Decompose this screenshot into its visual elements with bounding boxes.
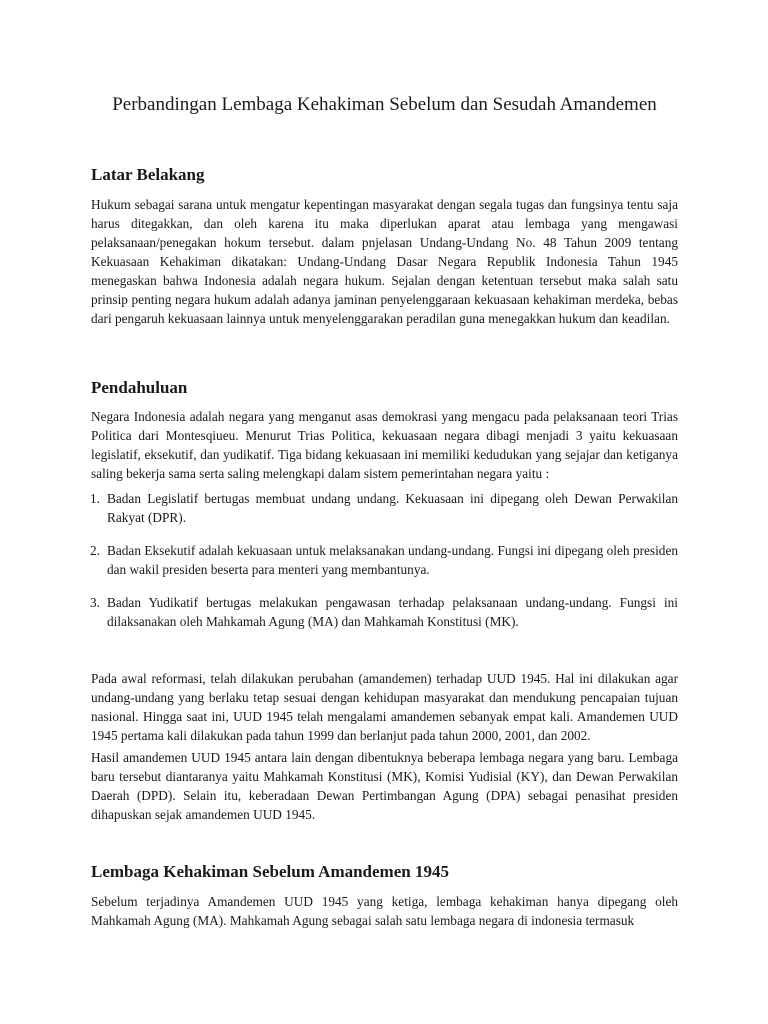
heading-latar-belakang: Latar Belakang [91,165,205,184]
list-item-text: Badan Eksekutif adalah kekuasaan untuk melaksanakan undang-undang. Fungsi ini dipegang oleh presiden dan wakil presiden beserta para menteri yang membantunya. [107,543,678,577]
list-item [91,593,678,631]
paragraph-lembaga-kehakiman: Sebelum terjadinya Amandemen UUD 1945 yang ketiga, lembaga kehakiman hanya dipegang oleh Mahkamah Agung (MA). Mahkamah Agung sebagai salah satu lembaga negara di indonesia termasuk [91,894,678,928]
list-item-number: 3. [90,595,100,610]
paragraph-latar-belakang: Hukum sebagai sarana untuk mengatur kepentingan masyarakat dengan segala tugas dan fungsinya tentu saja harus ditegakkan, dan oleh karena itu maka diperlukan aparat atau lembaga yang mengawasi pelaksanaan/penegakan hokum tersebut. dalam pnjelasan Undang-Undang No. 48 Tahun 2009 tentang Kekuasaan Kehakiman dikatakan: Undang-Undang Dasar Negara Republik Indonesia Tahun 1945 menegaskan bahwa Indonesia adalah negara hukum. Sejalan dengan ketentuan tersebut maka salah satu prinsip penting negara hukum adalah adanya jaminan penyelenggaraan kekuasaan kehakiman merdeka, bebas dari pengaruh kekuasaan lainnya untuk menyelenggarakan peradilan guna menegakkan hukum dan keadilan. [91,197,678,326]
list-item-text: Badan Legislatif bertugas membuat undang undang. Kekuasaan ini dipegang oleh Dewan Perwakilan Rakyat (DPR). [107,491,678,525]
paragraph-hasil-amandemen: Hasil amandemen UUD 1945 antara lain dengan dibentuknya beberapa lembaga negara yang baru. Lembaga baru tersebut diantaranya yaitu Mahkamah Konstitusi (MK), Komisi Yudisial (KY), dan Dewan Perwakilan Daerah (DPD). Selain itu, keberadaan Dewan Pertimbangan Agung (DPA) sebagai penasihat presiden dihapuskan sejak amandemen UUD 1945. [91,750,678,822]
list-item-number: 1. [90,491,100,506]
document-title: Perbandingan Lembaga Kehakiman Sebelum dan Sesudah Amandemen [112,94,657,115]
list-item-number: 2. [90,543,100,558]
paragraph-pendahuluan-intro: Negara Indonesia adalah negara yang menganut asas demokrasi yang mengacu pada pelaksanaan teori Trias Politica dari Montesqiueu. Menurut Trias Politica, kekuasaan negara dibagi menjadi 3 yaitu kekuasaan legislatif, eksekutif, dan yudikatif. Tiga bidang kekuasaan ini memiliki kedudukan yang sejajar dan ketiganya saling bekerja sama serta saling melengkapi dalam sistem pemerintahan negara yaitu : [91,409,678,481]
list-item-text: Badan Yudikatif bertugas melakukan pengawasan terhadap pelaksanaan undang-undang. Fungsi ini dilaksanakan oleh Mahkamah Agung (MA) dan Mahkamah Konstitusi (MK). [107,595,678,629]
paragraph-amandemen: Pada awal reformasi, telah dilakukan perubahan (amandemen) terhadap UUD 1945. Hal ini dilakukan agar undang-undang yang berlaku tetap sesuai dengan kehidupan masyarakat dan mendukung pencapaian tujuan nasional. Hingga saat ini, UUD 1945 telah mengalami amandemen sebanyak empat kali. Amandemen UUD 1945 pertama kali dilakukan pada tahun 1999 dan berlanjut pada tahun 2000, 2001, dan 2002. [91,671,678,743]
heading-pendahuluan: Pendahuluan [91,378,188,397]
heading-lembaga-kehakiman: Lembaga Kehakiman Sebelum Amandemen 1945 [91,862,449,881]
trias-politica-list [91,489,678,631]
list-item [91,489,678,527]
list-item [91,541,678,579]
